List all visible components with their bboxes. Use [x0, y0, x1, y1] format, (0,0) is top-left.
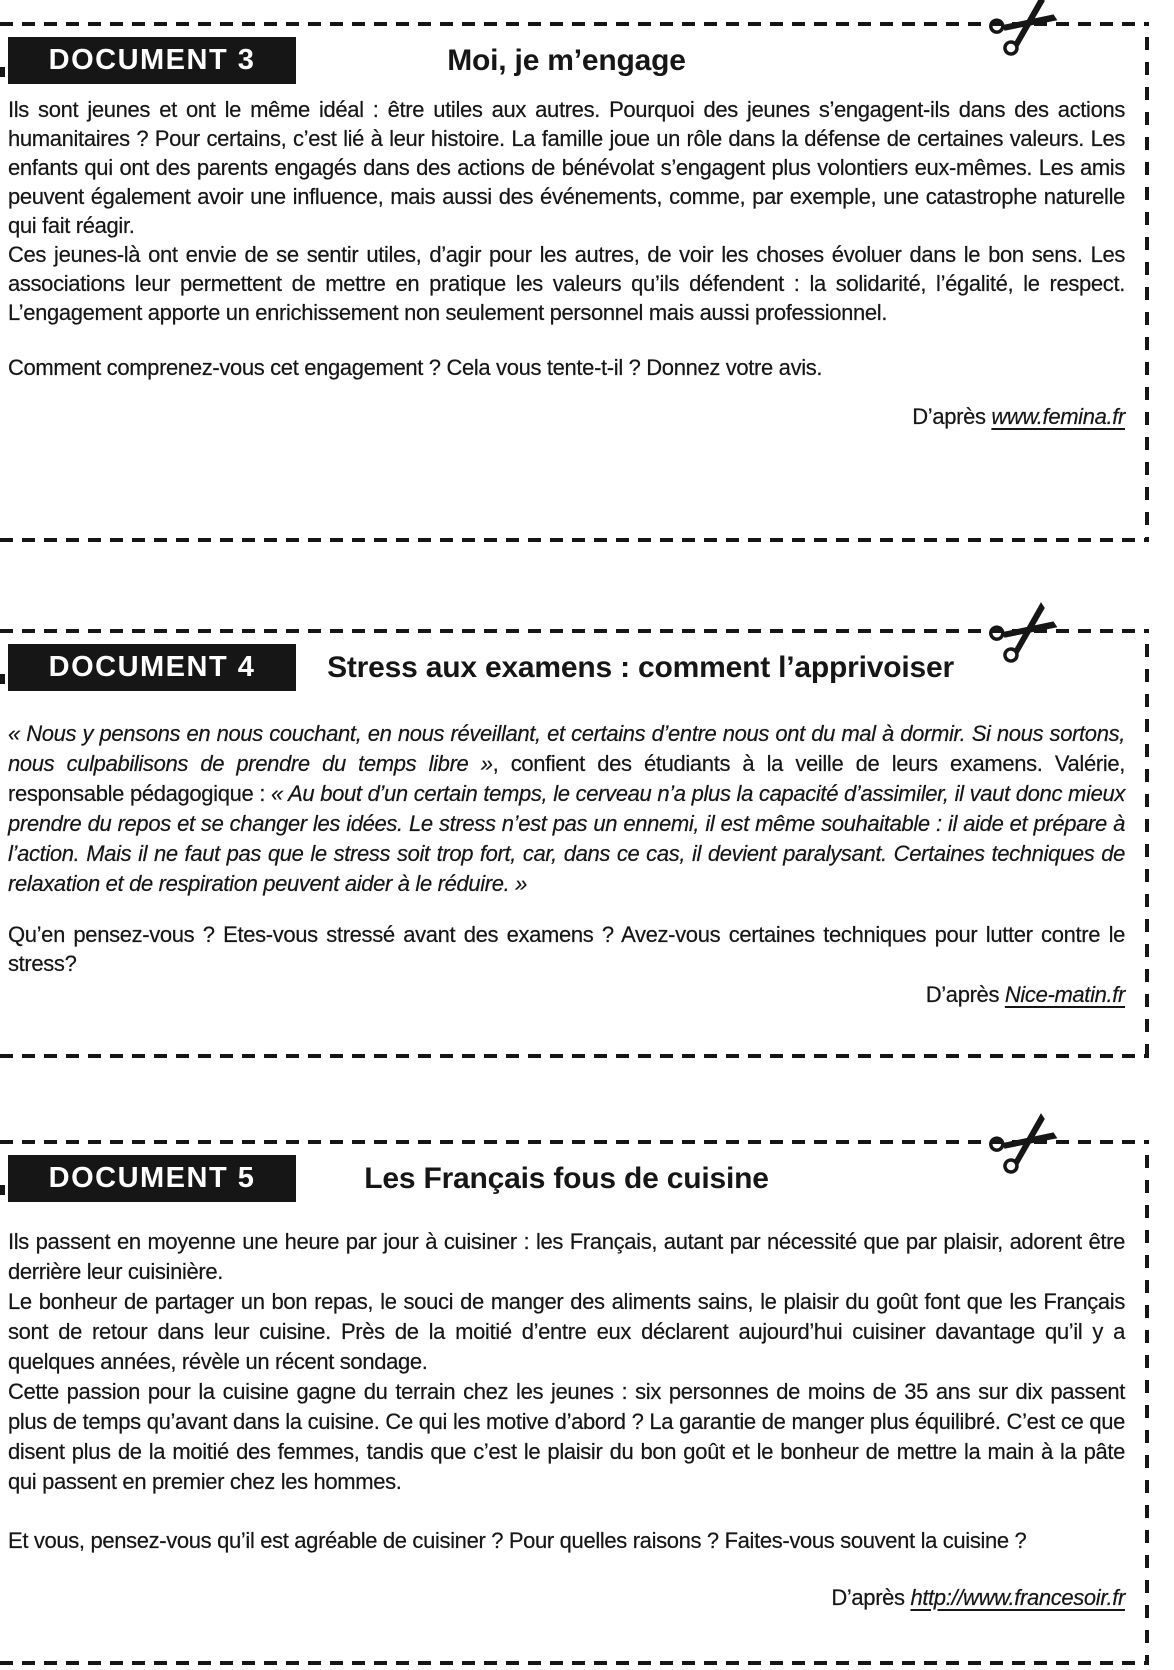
document-label-badge: DOCUMENT 4: [8, 644, 296, 691]
cut-line-top: [0, 629, 1149, 633]
discussion-question: Et vous, pensez-vous qu’il est agréable de cuisiner ? Pour quelles raisons ? Faites-vous souvent la cuisine ?: [8, 1528, 1027, 1553]
document-title: Moi, je m’engage: [447, 43, 686, 77]
discussion-question: Comment comprenez-vous cet engagement ? Cela vous tente-t-il ? Donnez votre avis.: [8, 355, 823, 380]
document-5-frame: [0, 1155, 1149, 1661]
paragraph: [8, 1377, 1125, 1497]
document-label-badge: DOCUMENT 3: [8, 37, 296, 84]
cut-line-top: [0, 22, 1149, 26]
paragraph: [8, 240, 1125, 327]
attribution: [8, 1583, 1125, 1612]
text-run: , confient des étudiants à la veille de leurs examens. Valérie, responsable pédagogique :: [8, 751, 1125, 806]
document-5-card: [0, 1140, 1149, 1665]
attribution-prefix: D’après: [925, 982, 1005, 1007]
cut-line-bottom: [0, 1661, 1149, 1665]
text-run: « Au bout d’un certain temps, le cerveau n’a plus la capacité d’assimiler, il vaut donc mieux prendre du repos et se changer les idées. Le stress n’est pas un ennemi, il est même souhaitable : il aide et prépare à l’action. Mais il ne faut pas que le stress soit trop fort, car, dans ce cas, il devient paralysant. Certaines techniques de relaxation et de respiration peuvent aider à le réduire. »: [8, 781, 1125, 896]
document-title: Stress aux examens : comment l’apprivoiser: [327, 650, 954, 684]
cut-line-bottom: [0, 538, 1149, 542]
document-5-text: [0, 1227, 1149, 1612]
document-3-card: [0, 22, 1149, 542]
document-3-header: [0, 37, 1149, 84]
document-label-badge: DOCUMENT 5: [8, 1155, 296, 1202]
attribution: [8, 402, 1125, 431]
document-4-header: [0, 644, 1149, 691]
document-4-card: [0, 629, 1149, 1058]
paragraph: [8, 1227, 1125, 1287]
document-title: Les Français fous de cuisine: [364, 1161, 769, 1195]
text-run: Ils sont jeunes et ont le même idéal : être utiles aux autres. Pourquoi des jeunes s’engagent-ils dans des actions humanitaires ? Pour certains, c’est lié à leur histoire. La famille joue un rôle dans la défense de certaines valeurs. Les enfants qui ont des parents engagés dans des actions de bénévolat s’engagent plus volontiers eux-mêmes. Les amis peuvent également avoir une influence, mais aussi des événements, comme, par exemple, une catastrophe naturelle qui fait réagir.: [8, 97, 1125, 238]
attribution-prefix: D’après: [912, 404, 992, 429]
attribution: [8, 980, 1125, 1009]
document-4-text: [0, 719, 1149, 1009]
discussion-question: Qu’en pensez-vous ? Etes-vous stressé avant des examens ? Avez-vous certaines techniques pour lutter contre le stress?: [8, 922, 1125, 976]
document-4-frame: [0, 644, 1149, 1054]
text-run: Ils passent en moyenne une heure par jour à cuisiner : les Français, autant par nécessité que par plaisir, adorent être derrière leur cuisinière.: [8, 1229, 1125, 1284]
text-run: Le bonheur de partager un bon repas, le souci de manger des aliments sains, le plaisir du goût font que les Français sont de retour dans leur cuisine. Près de la moitié d’entre eux déclarent aujourd’hui cuisiner davantage qu’il y a quelques années, révèle un récent sondage.: [8, 1289, 1125, 1374]
text-run: Ces jeunes-là ont envie de se sentir utiles, d’agir pour les autres, de voir les choses évoluer dans le bon sens. Les associations leur permettent de mettre en pratique les valeurs qu’ils défendent : la solidarité, l’égalité, le respect. L’engagement apporte un enrichissement non seulement personnel mais aussi professionnel.: [8, 242, 1125, 325]
paragraph: [8, 95, 1125, 240]
paragraph: [8, 1287, 1125, 1377]
text-run: Cette passion pour la cuisine gagne du terrain chez les jeunes : six personnes de moins de 35 ans sur dix passent plus de temps qu’avant dans la cuisine. Ce qui les motive d’abord ? La garantie de manger plus équilibré. C’est ce que disent plus de la moitié des femmes, tandis que c’est le plaisir du bon goût et le bonheur de mettre la main à la pâte qui passent en premier chez les hommes.: [8, 1379, 1125, 1494]
source-name: www.femina.fr: [991, 404, 1125, 429]
paragraph: [8, 719, 1125, 899]
document-5-header: [0, 1155, 1149, 1202]
attribution-prefix: D’après: [831, 1585, 911, 1610]
cut-line-bottom: [0, 1054, 1149, 1058]
text-run: « Nous y pensons en nous couchant, en nous réveillant, et certains d’entre nous ont du mal à dormir. Si nous sortons, nous culpabilisons de prendre du temps libre »: [8, 721, 1125, 776]
cut-line-right: [1145, 1155, 1149, 1661]
document-3-text: [0, 95, 1149, 431]
source-name: http://www.francesoir.fr: [910, 1585, 1125, 1610]
source-name: Nice-matin.fr: [1004, 982, 1125, 1007]
cut-line-right: [1145, 644, 1149, 1054]
document-3-frame: [0, 37, 1149, 538]
cut-line-right: [1145, 37, 1149, 538]
cut-line-top: [0, 1140, 1149, 1144]
scanned-handout-page: [0, 22, 1174, 1670]
